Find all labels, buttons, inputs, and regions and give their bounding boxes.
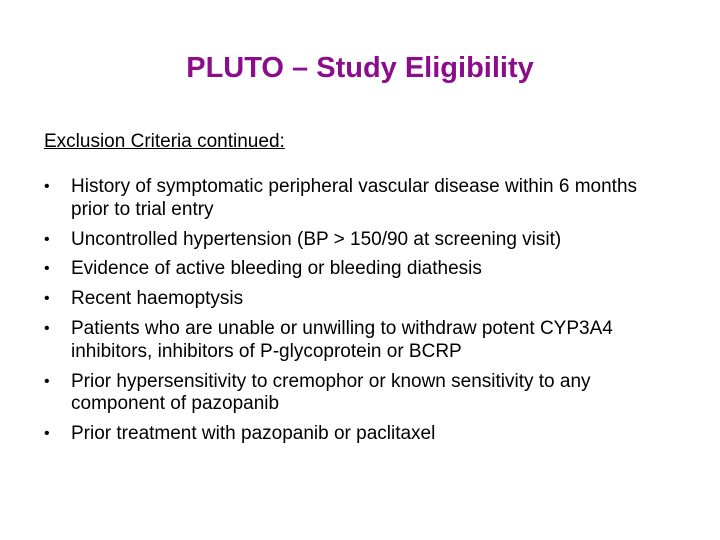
list-item — [44, 423, 664, 446]
bullet-icon: • — [44, 290, 50, 308]
bullet-icon: • — [44, 178, 50, 195]
list-item-text: Patients who are unable or unwilling to withdraw potent CYP3A4 inhibitors, inhibitors of P-glycoprotein or BCRP — [71, 317, 613, 362]
list-item — [44, 229, 664, 252]
slide-title: PLUTO – Study Eligibility — [186, 52, 534, 84]
list-item-text: Uncontrolled hypertension (BP > 150/90 at screening visit) — [71, 228, 562, 250]
bullet-icon: • — [44, 230, 50, 248]
list-item — [44, 176, 664, 222]
list-item — [44, 318, 664, 364]
list-item-text: Prior hypersensitivity to cremophor or known sensitivity to any component of pazopanib — [71, 370, 591, 415]
list-item — [44, 258, 664, 281]
list-item — [44, 371, 664, 417]
list-item — [44, 288, 664, 311]
bullet-icon: • — [44, 319, 50, 337]
list-item-text: History of symptomatic peripheral vascular disease within 6 months prior to trial entry — [71, 176, 638, 220]
section-subheading: Exclusion Criteria continued: — [44, 131, 285, 152]
list-item-text: Prior treatment with pazopanib or paclitaxel — [71, 423, 436, 445]
bullet-icon: • — [44, 425, 50, 443]
bullet-icon: • — [44, 260, 50, 278]
list-item-text: Evidence of active bleeding or bleeding diathesis — [71, 258, 482, 280]
exclusion-criteria-list — [44, 176, 664, 453]
list-item-text: Recent haemoptysis — [71, 288, 244, 310]
bullet-icon: • — [44, 372, 50, 390]
